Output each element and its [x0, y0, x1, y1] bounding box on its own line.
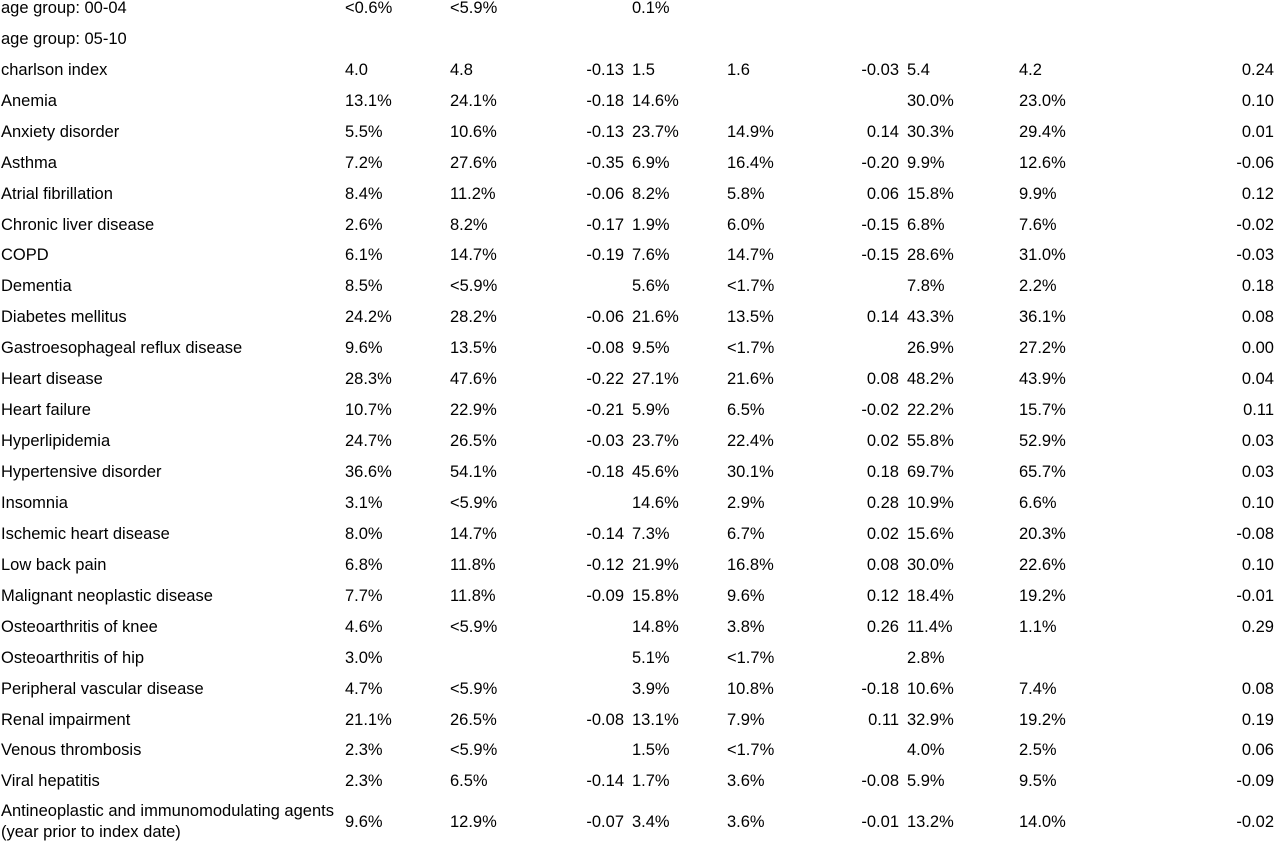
table-row [0, 24, 1280, 55]
group1-comparator-value: <5.9% [450, 741, 498, 760]
group2-target-value: 14.6% [632, 493, 679, 512]
group2-comparator-value: 22.4% [727, 432, 774, 451]
group3-target-value: 7.8% [907, 277, 945, 296]
group1-smd [540, 612, 630, 643]
group3-target-value: 10.9% [907, 493, 954, 512]
group1-comparator-value: <5.9% [450, 617, 498, 636]
group3-comparator-value: 19.2% [1019, 710, 1066, 729]
covariate-label: Diabetes mellitus [1, 308, 127, 327]
group3-comparator-value: 52.9% [1019, 432, 1066, 451]
group2-target-value: 5.9% [632, 401, 670, 420]
group2-smd: -0.18 [861, 679, 899, 698]
group1-comparator-value: 4.8 [450, 60, 473, 79]
group3-comparator-value: 7.6% [1019, 215, 1057, 234]
group3-comparator-value: 36.1% [1019, 308, 1066, 327]
group1-comparator-value [448, 643, 540, 674]
group2-target-value: 9.5% [632, 339, 670, 358]
group3-smd: 0.08 [1241, 679, 1274, 698]
group2-comparator-value: 3.6% [727, 812, 765, 831]
group3-smd [1117, 0, 1280, 24]
group3-target-value: 18.4% [907, 586, 954, 605]
table-row [0, 488, 1280, 519]
group2-target-value: 5.1% [632, 648, 670, 667]
group3-target-value: 15.8% [907, 184, 954, 203]
group2-smd [820, 86, 905, 117]
group2-smd: 0.28 [866, 493, 899, 512]
group1-smd: -0.03 [586, 432, 624, 451]
group1-comparator-value: 11.2% [450, 184, 496, 203]
group2-smd: 0.11 [868, 710, 899, 729]
group3-smd: 0.03 [1241, 463, 1274, 482]
group3-smd: 0.08 [1241, 308, 1274, 327]
table-row [0, 705, 1280, 736]
group2-comparator-value: 16.4% [727, 153, 774, 172]
group2-comparator-value: 9.6% [727, 586, 765, 605]
table-row [0, 550, 1280, 581]
group2-comparator-value: 7.9% [727, 710, 765, 729]
table-row [0, 271, 1280, 302]
group1-comparator-value: 10.6% [450, 122, 497, 141]
table-row [0, 426, 1280, 457]
covariate-label: Heart disease [1, 370, 103, 389]
table-row [0, 86, 1280, 117]
group3-comparator-value: 43.9% [1019, 370, 1066, 389]
group1-smd: -0.07 [586, 812, 624, 831]
group3-target-value: 30.0% [907, 555, 954, 574]
group3-smd: 0.29 [1241, 617, 1274, 636]
group1-comparator-value: <5.9% [450, 277, 498, 296]
group1-smd [540, 24, 630, 55]
group1-target-value: 36.6% [345, 463, 392, 482]
group1-smd [540, 674, 630, 705]
group2-smd [820, 271, 905, 302]
group3-target-value: 10.6% [907, 679, 954, 698]
group1-comparator-value: 28.2% [450, 308, 497, 327]
group2-smd: 0.08 [866, 370, 899, 389]
covariate-label: Asthma [1, 153, 57, 172]
group1-target-value: 21.1% [345, 710, 392, 729]
group2-smd [820, 333, 905, 364]
table-row [0, 766, 1280, 797]
group3-smd: -0.09 [1236, 772, 1274, 791]
group3-comparator-value: 9.5% [1019, 772, 1057, 791]
covariate-label: Ischemic heart disease [1, 524, 170, 543]
group2-comparator-value: <1.7% [727, 277, 775, 296]
group3-comparator-value: 1.1% [1019, 617, 1057, 636]
table-row [0, 364, 1280, 395]
group3-target-value [905, 0, 1017, 24]
covariate-label: Gastroesophageal reflux disease [1, 339, 243, 358]
group1-smd: -0.08 [586, 710, 624, 729]
group1-target-value: 8.4% [345, 184, 383, 203]
group3-target-value: 5.4 [907, 60, 930, 79]
group2-smd: -0.03 [861, 60, 899, 79]
group2-target-value: 6.9% [632, 153, 670, 172]
table-row [0, 210, 1280, 241]
table-row [0, 643, 1280, 674]
table-row [0, 241, 1280, 272]
group3-comparator-value: 22.6% [1019, 555, 1066, 574]
group1-target-value: 4.0 [345, 60, 368, 79]
group3-smd: -0.02 [1236, 215, 1274, 234]
group2-comparator-value: <1.7% [727, 648, 775, 667]
group2-smd: 0.26 [866, 617, 899, 636]
group2-target-value: 7.3% [632, 524, 670, 543]
group2-target-value: 14.8% [632, 617, 679, 636]
group2-target-value: 14.6% [632, 91, 679, 110]
group1-comparator-value: 12.9% [450, 812, 497, 831]
group1-smd: -0.18 [586, 91, 624, 110]
group1-smd: -0.19 [586, 246, 624, 265]
group1-smd: -0.13 [586, 60, 624, 79]
group2-target-value: 21.9% [632, 555, 679, 574]
group2-target-value: 27.1% [632, 370, 679, 389]
covariate-label: Anxiety disorder [1, 122, 120, 141]
group3-target-value: 2.8% [907, 648, 945, 667]
group3-comparator-value: 20.3% [1019, 524, 1066, 543]
group3-smd: 0.19 [1241, 710, 1274, 729]
group3-comparator-value: 65.7% [1019, 463, 1066, 482]
group2-target-value: 15.8% [632, 586, 679, 605]
covariate-label: Antineoplastic and immunomodulating agents (year prior to index date) [1, 802, 334, 842]
group2-smd: 0.14 [866, 308, 899, 327]
group1-comparator-value: 47.6% [450, 370, 497, 389]
group3-target-value: 13.2% [907, 812, 954, 831]
group3-smd: -0.02 [1236, 812, 1274, 831]
group2-smd: -0.20 [861, 153, 899, 172]
group1-target-value: 9.6% [345, 812, 383, 831]
group3-target-value: 30.0% [907, 91, 954, 110]
group1-comparator-value: 22.9% [450, 401, 497, 420]
group3-comparator-value: 19.2% [1019, 586, 1066, 605]
group3-target-value: 22.2% [907, 401, 954, 420]
group3-comparator-value: 9.9% [1019, 184, 1057, 203]
group3-target-value: 11.4% [907, 617, 953, 636]
group2-smd: 0.12 [866, 586, 899, 605]
group3-target-value: 28.6% [907, 246, 954, 265]
group1-target-value: 9.6% [345, 339, 383, 358]
group3-smd: 0.10 [1241, 555, 1274, 574]
group3-comparator-value: 14.0% [1019, 812, 1066, 831]
group3-smd: 0.01 [1241, 122, 1274, 141]
group3-smd: 0.10 [1241, 493, 1274, 512]
group1-target-value: 5.5% [345, 122, 383, 141]
table-row [0, 148, 1280, 179]
group2-smd [820, 643, 905, 674]
group3-comparator-value: 12.6% [1019, 153, 1066, 172]
group3-smd: -0.01 [1236, 586, 1274, 605]
group2-smd: -0.15 [861, 246, 899, 265]
table-row [0, 395, 1280, 426]
table-row [0, 674, 1280, 705]
table-row [0, 55, 1280, 86]
group3-target-value: 48.2% [907, 370, 954, 389]
group3-target-value: 6.8% [907, 215, 945, 234]
group1-target-value: 28.3% [345, 370, 392, 389]
covariate-label: Chronic liver disease [1, 215, 155, 234]
group1-smd: -0.09 [586, 586, 624, 605]
group2-target-value: 1.9% [632, 215, 670, 234]
covariate-label: age group: 00-04 [1, 0, 127, 17]
group1-smd: -0.17 [586, 215, 624, 234]
covariate-label: Peripheral vascular disease [1, 679, 204, 698]
group3-comparator-value [1017, 24, 1117, 55]
group1-comparator-value: 14.7% [450, 246, 497, 265]
covariate-label: charlson index [1, 60, 108, 79]
group1-comparator-value: 54.1% [450, 463, 497, 482]
group2-comparator-value: <1.7% [727, 339, 775, 358]
group3-smd: 0.24 [1241, 60, 1274, 79]
group2-smd: -0.08 [861, 772, 899, 791]
group2-target-value: 23.7% [632, 122, 679, 141]
group2-comparator-value: 6.0% [727, 215, 765, 234]
group1-smd: -0.22 [586, 370, 624, 389]
covariate-label: Atrial fibrillation [1, 184, 113, 203]
group2-target-value [630, 24, 725, 55]
group2-target-value: 7.6% [632, 246, 670, 265]
group1-target-value: 6.1% [345, 246, 383, 265]
group3-smd: 0.00 [1241, 339, 1274, 358]
group2-comparator-value: 13.5% [727, 308, 774, 327]
group2-comparator-value: 14.7% [727, 246, 774, 265]
group1-comparator-value: 11.8% [450, 586, 496, 605]
group2-comparator-value: 1.6 [727, 60, 750, 79]
covariate-label: Malignant neoplastic disease [1, 586, 213, 605]
group2-comparator-value: 21.6% [727, 370, 774, 389]
group3-comparator-value: 29.4% [1019, 122, 1066, 141]
group3-comparator-value: 2.2% [1019, 277, 1057, 296]
group1-smd [540, 0, 630, 24]
group2-target-value: 1.5 [632, 60, 655, 79]
group2-smd: 0.02 [866, 524, 899, 543]
group3-smd: 0.06 [1241, 741, 1274, 760]
group1-smd: -0.35 [586, 153, 624, 172]
group2-comparator-value: 5.8% [727, 184, 765, 203]
group1-target-value: 8.0% [345, 524, 383, 543]
group1-target-value: 10.7% [345, 401, 392, 420]
group2-target-value: 3.9% [632, 679, 670, 698]
group2-comparator-value: 16.8% [727, 555, 774, 574]
group3-comparator-value: 4.2 [1019, 60, 1042, 79]
group3-target-value: 69.7% [907, 463, 954, 482]
group3-smd: -0.03 [1236, 246, 1274, 265]
group2-comparator-value: 14.9% [727, 122, 774, 141]
group3-smd [1117, 643, 1280, 674]
group1-target-value: 2.6% [345, 215, 383, 234]
group1-target-value: <0.6% [345, 0, 393, 17]
group3-smd: -0.08 [1236, 524, 1274, 543]
group1-comparator-value: 26.5% [450, 710, 497, 729]
group2-comparator-value: 10.8% [727, 679, 774, 698]
group1-smd: -0.13 [586, 122, 624, 141]
group1-comparator-value: <5.9% [450, 493, 498, 512]
covariate-label: Hypertensive disorder [1, 463, 162, 482]
group1-smd [540, 643, 630, 674]
table-row [0, 457, 1280, 488]
group2-smd [820, 736, 905, 767]
covariate-label: Anemia [1, 91, 57, 110]
group1-target-value: 24.7% [345, 432, 392, 451]
group2-smd: 0.02 [866, 432, 899, 451]
group2-target-value: 1.5% [632, 741, 670, 760]
group1-smd [540, 736, 630, 767]
group2-comparator-value [725, 86, 820, 117]
group2-target-value: 45.6% [632, 463, 679, 482]
group3-smd: 0.12 [1241, 184, 1274, 203]
group1-target-value: 4.6% [345, 617, 383, 636]
table-row [0, 333, 1280, 364]
group3-target-value: 4.0% [907, 741, 945, 760]
table-row [0, 797, 1280, 847]
group1-smd: -0.18 [586, 463, 624, 482]
group2-target-value: 21.6% [632, 308, 679, 327]
group2-smd [820, 24, 905, 55]
group3-smd: 0.04 [1241, 370, 1274, 389]
group2-comparator-value [725, 24, 820, 55]
group1-smd: -0.06 [586, 308, 624, 327]
group3-smd [1117, 24, 1280, 55]
group1-target-value: 13.1% [345, 91, 392, 110]
group2-target-value: 3.4% [632, 812, 670, 831]
group1-target-value: 24.2% [345, 308, 392, 327]
group2-smd: 0.14 [866, 122, 899, 141]
group3-comparator-value [1017, 643, 1117, 674]
group1-target-value: 6.8% [345, 555, 383, 574]
group1-comparator-value: <5.9% [450, 679, 498, 698]
table-row [0, 519, 1280, 550]
group3-comparator-value: 2.5% [1019, 741, 1057, 760]
group3-comparator-value: 6.6% [1019, 493, 1057, 512]
group1-target-value: 4.7% [345, 679, 383, 698]
table-row [0, 581, 1280, 612]
group1-target-value: 2.3% [345, 772, 383, 791]
group3-target-value [905, 24, 1017, 55]
covariate-label: Viral hepatitis [1, 772, 100, 791]
group1-smd: -0.12 [586, 555, 624, 574]
group2-target-value: 0.1% [632, 0, 670, 17]
group2-comparator-value: 6.7% [727, 524, 765, 543]
covariate-label: Venous thrombosis [1, 741, 142, 760]
group2-comparator-value: 3.6% [727, 772, 765, 791]
group3-comparator-value: 23.0% [1019, 91, 1066, 110]
covariate-label: COPD [1, 246, 49, 265]
group2-smd: 0.18 [866, 463, 899, 482]
group1-comparator-value: 24.1% [450, 91, 497, 110]
group2-comparator-value: 2.9% [727, 493, 765, 512]
group2-comparator-value [725, 0, 820, 24]
covariate-label: Insomnia [1, 493, 68, 512]
group3-smd: -0.06 [1236, 153, 1274, 172]
group1-target-value: 7.2% [345, 153, 383, 172]
group2-target-value: 13.1% [632, 710, 679, 729]
group3-comparator-value: 15.7% [1019, 401, 1066, 420]
table-row [0, 0, 1280, 24]
group1-comparator-value: 6.5% [450, 772, 488, 791]
group3-target-value: 32.9% [907, 710, 954, 729]
group2-smd [820, 0, 905, 24]
group2-smd: 0.06 [866, 184, 899, 203]
group3-target-value: 43.3% [907, 308, 954, 327]
group3-target-value: 5.9% [907, 772, 945, 791]
group2-target-value: 8.2% [632, 184, 670, 203]
group1-comparator-value: 14.7% [450, 524, 497, 543]
group1-smd: -0.14 [586, 772, 624, 791]
table-row [0, 736, 1280, 767]
group2-smd: -0.02 [861, 401, 899, 420]
covariate-label: Low back pain [1, 555, 107, 574]
table-row [0, 179, 1280, 210]
table-row [0, 612, 1280, 643]
group1-target-value: 7.7% [345, 586, 383, 605]
group2-comparator-value: 6.5% [727, 401, 765, 420]
group1-target-value [343, 24, 448, 55]
group2-target-value: 23.7% [632, 432, 679, 451]
group3-target-value: 55.8% [907, 432, 954, 451]
covariate-label: Osteoarthritis of hip [1, 648, 145, 667]
group1-comparator-value: 8.2% [450, 215, 488, 234]
group3-target-value: 9.9% [907, 153, 945, 172]
covariate-label: Hyperlipidemia [1, 432, 111, 451]
group1-comparator-value: 11.8% [450, 555, 496, 574]
group2-smd: -0.15 [861, 215, 899, 234]
covariate-label: age group: 05-10 [1, 29, 127, 48]
group1-smd [540, 488, 630, 519]
group1-target-value: 2.3% [345, 741, 383, 760]
group2-target-value: 1.7% [632, 772, 670, 791]
group1-smd [540, 271, 630, 302]
group1-comparator-value: 26.5% [450, 432, 497, 451]
group2-comparator-value: <1.7% [727, 741, 775, 760]
group3-target-value: 30.3% [907, 122, 954, 141]
group1-smd: -0.14 [586, 524, 624, 543]
group1-comparator-value: <5.9% [450, 0, 498, 17]
group3-comparator-value: 7.4% [1019, 679, 1057, 698]
group1-target-value: 3.1% [345, 493, 383, 512]
group1-smd: -0.06 [586, 184, 624, 203]
covariate-label: Dementia [1, 277, 72, 296]
group3-comparator-value: 31.0% [1019, 246, 1066, 265]
table-row [0, 302, 1280, 333]
covariate-label: Heart failure [1, 401, 91, 420]
group2-smd: 0.08 [866, 555, 899, 574]
group1-smd: -0.21 [586, 401, 624, 420]
group2-comparator-value: 30.1% [727, 463, 774, 482]
group1-target-value: 3.0% [345, 648, 383, 667]
group2-comparator-value: 3.8% [727, 617, 765, 636]
group3-target-value: 26.9% [907, 339, 954, 358]
group1-smd: -0.08 [586, 339, 624, 358]
table-row [0, 117, 1280, 148]
group1-comparator-value: 27.6% [450, 153, 497, 172]
covariate-label: Osteoarthritis of knee [1, 617, 158, 636]
group1-comparator-value [448, 24, 540, 55]
group3-comparator-value [1017, 0, 1117, 24]
group3-smd: 0.03 [1241, 432, 1274, 451]
group3-smd: 0.11 [1243, 401, 1274, 420]
group1-target-value: 8.5% [345, 277, 383, 296]
group2-target-value: 5.6% [632, 277, 670, 296]
group3-smd: 0.10 [1241, 91, 1274, 110]
group2-smd: -0.01 [861, 812, 899, 831]
group3-smd: 0.18 [1241, 277, 1274, 296]
covariate-label: Renal impairment [1, 710, 131, 729]
group3-target-value: 15.6% [907, 524, 954, 543]
group3-comparator-value: 27.2% [1019, 339, 1066, 358]
group1-comparator-value: 13.5% [450, 339, 497, 358]
